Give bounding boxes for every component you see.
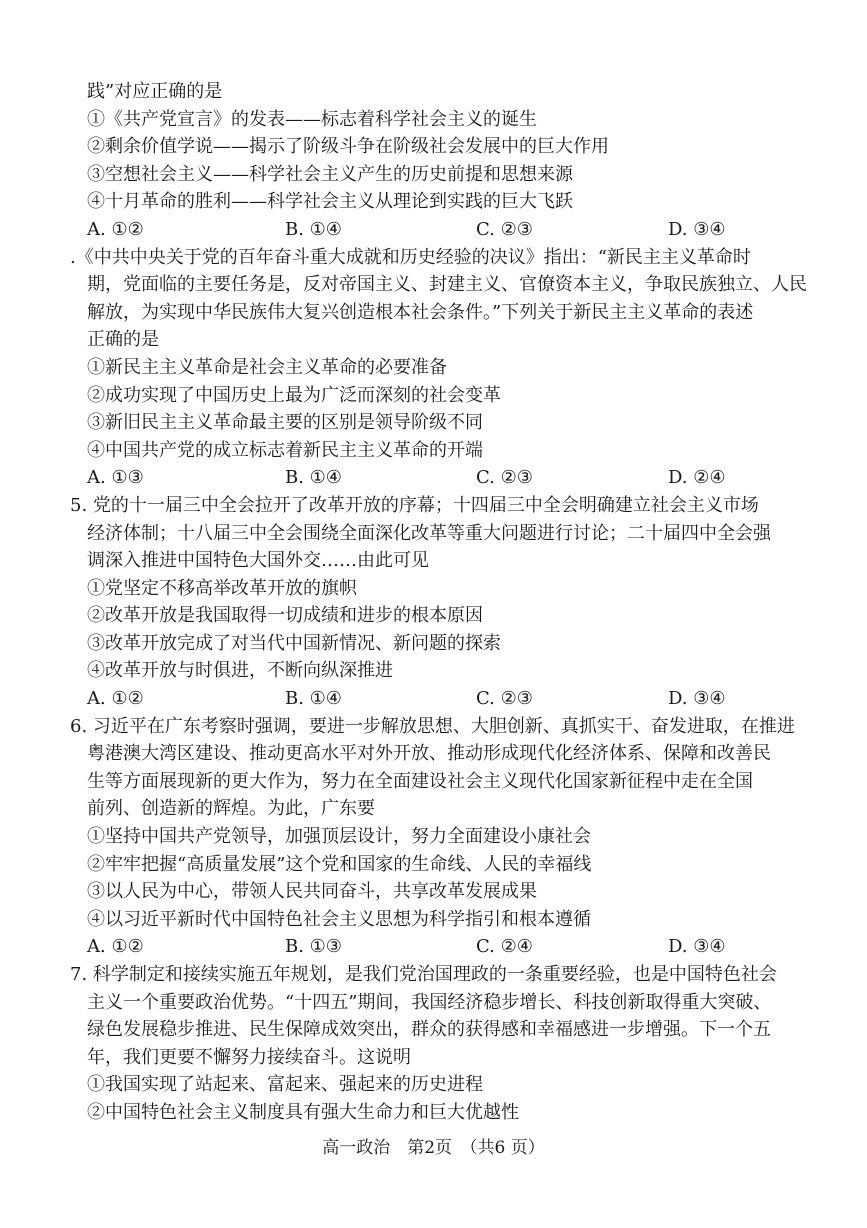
q5-options bbox=[70, 685, 830, 713]
q6-item-2: ②牢牢把握“高质量发展”这个党和国家的生命线、人民的幸福线 bbox=[87, 853, 592, 875]
q3-item-3: ③空想社会主义——科学社会主义产生的历史前提和思想来源 bbox=[87, 163, 573, 185]
q4-option-b: B. ①④ bbox=[285, 467, 342, 489]
q7-item-1: ①我国实现了站起来、富起来、强起来的历史进程 bbox=[87, 1074, 483, 1096]
q6-item-3: ③以人民为中心，带领人民共同奋斗，共享改革发展成果 bbox=[87, 881, 537, 903]
q5-item-4: ④改革开放与时俱进，不断向纵深推进 bbox=[87, 660, 393, 682]
q3-option-d: D. ③④ bbox=[668, 218, 726, 240]
q6-option-c: C. ②④ bbox=[476, 936, 533, 958]
q3-item-2: ②剩余价值学说——揭示了阶级斗争在阶级社会发展中的巨大作用 bbox=[87, 136, 609, 158]
q6-item-1: ①坚持中国共产党领导，加强顶层设计，努力全面建设小康社会 bbox=[87, 826, 591, 848]
q5-item-1: ①党坚定不移高举改革开放的旗帜 bbox=[87, 577, 357, 599]
q4-stem-line-3: 解放，为实现中华民族伟大复兴创造根本社会条件。”下列关于新民主主义革命的表述 bbox=[87, 301, 754, 323]
q4-options bbox=[70, 464, 830, 492]
q6-option-b: B. ①③ bbox=[285, 936, 342, 958]
q3-option-c: C. ②③ bbox=[476, 218, 533, 240]
q3-options bbox=[70, 216, 830, 244]
q5-item-2: ②改革开放是我国取得一切成绩和进步的根本原因 bbox=[87, 605, 483, 627]
q6-stem-line-4: 前列、创造新的辉煌。为此，广东要 bbox=[87, 798, 375, 820]
q4-option-a: A. ①③ bbox=[87, 467, 144, 489]
q6-item-4: ④以习近平新时代中国特色社会主义思想为科学指引和根本遵循 bbox=[87, 908, 591, 930]
q4-item-3: ③新旧民主主义革命最主要的区别是领导阶级不同 bbox=[87, 412, 483, 434]
q4-option-d: D. ②④ bbox=[668, 467, 726, 489]
q3-item-1: ①《共产党宣言》的发表——标志着科学社会主义的诞生 bbox=[87, 108, 537, 130]
q5-option-d: D. ③④ bbox=[668, 688, 726, 710]
q7-stem-line-2: 主义一个重要政治优势。“十四五”期间，我国经济稳步增长、科技创新取得重大突破、 bbox=[87, 991, 772, 1013]
q5-stem-line-3: 调深入推进中国特色大国外交……由此可见 bbox=[87, 550, 429, 572]
q5-stem-line-1: 5. 党的十一届三中全会拉开了改革开放的序幕；十四届三中全会明确建立社会主义市场 bbox=[70, 494, 759, 516]
q3-option-b: B. ①④ bbox=[285, 218, 342, 240]
q6-option-d: D. ③④ bbox=[668, 936, 726, 958]
q5-option-b: B. ①④ bbox=[285, 688, 342, 710]
page-content bbox=[70, 78, 830, 1127]
q6-stem-line-3: 生等方面展现新的更大作为，努力在全面建设社会主义现代化国家新征程中走在全国 bbox=[87, 770, 753, 792]
q5-option-c: C. ②③ bbox=[476, 688, 533, 710]
q4-stem-line-4: 正确的是 bbox=[87, 329, 159, 351]
q4-item-1: ①新民主主义革命是社会主义革命的必要准备 bbox=[87, 356, 447, 378]
q7-stem-line-4: 年，我们更要不懈努力接续奋斗。这说明 bbox=[87, 1046, 411, 1068]
page-footer: 高一政治 第2页 （共6 页） bbox=[322, 1138, 545, 1158]
q5-option-a: A. ①② bbox=[87, 688, 144, 710]
q6-options bbox=[70, 933, 830, 961]
q7-stem-line-1: 7. 科学制定和接续实施五年规划，是我们党治国理政的一条重要经验，也是中国特色社会 bbox=[70, 964, 777, 985]
q3-stem-tail: 践”对应正确的是 bbox=[87, 81, 223, 102]
q4-stem-line-1: .《中共中央关于党的百年奋斗重大成就和历史经验的决议》指出：“新民主主义革命时 bbox=[70, 246, 751, 268]
q6-option-a: A. ①② bbox=[87, 936, 144, 958]
q4-stem-line-2: 期，党面临的主要任务是，反对帝国主义、封建主义、官僚资本主义，争取民族独立、人民 bbox=[87, 274, 807, 296]
q3-item-4: ④十月革命的胜利——科学社会主义从理论到实践的巨大飞跃 bbox=[87, 191, 573, 213]
q4-item-2: ②成功实现了中国历史上最为广泛而深刻的社会变革 bbox=[87, 384, 501, 406]
q6-stem-line-2: 粤港澳大湾区建设、推动更高水平对外开放、推动形成现代化经济体系、保障和改善民 bbox=[87, 743, 771, 765]
q7-item-2: ②中国特色社会主义制度具有强大生命力和巨大优越性 bbox=[87, 1101, 519, 1123]
q5-stem-line-2: 经济体制；十八届三中全会围绕全面深化改革等重大问题进行讨论；二十届四中全会强 bbox=[87, 522, 771, 544]
q7-stem-line-3: 绿色发展稳步推进、民生保障成效突出，群众的获得感和幸福感进一步增强。下一个五 bbox=[87, 1019, 771, 1041]
q4-option-c: C. ②③ bbox=[476, 467, 533, 489]
q5-item-3: ③改革开放完成了对当代中国新情况、新问题的探索 bbox=[87, 632, 501, 654]
q6-stem-line-1: 6. 习近平在广东考察时强调，要进一步解放思想、大胆创新、真抓实干、奋发进取，在推进 bbox=[70, 715, 795, 737]
q4-item-4: ④中国共产党的成立标志着新民主主义革命的开端 bbox=[87, 439, 483, 461]
q3-option-a: A. ①② bbox=[87, 218, 144, 240]
